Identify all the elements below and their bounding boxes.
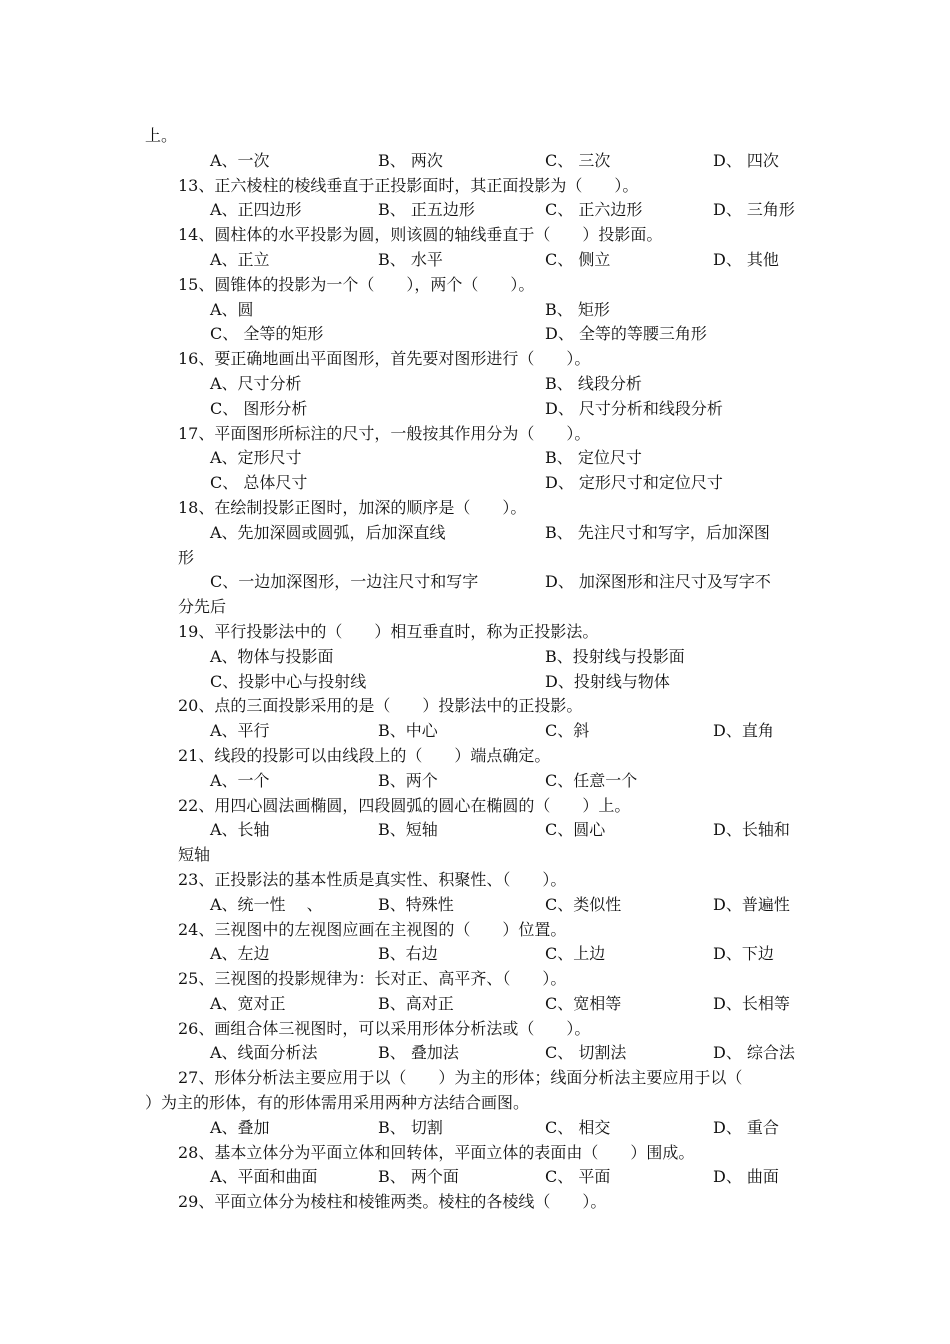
options-row <box>0 719 950 744</box>
option-b: B、 叠加法 <box>378 1043 459 1063</box>
question-text: 23、正投影法的基本性质是真实性、积聚性、（ ）。 <box>178 869 567 889</box>
options-row <box>0 397 950 422</box>
option-d: D、 重合 <box>713 1117 779 1137</box>
option-a: A、平行 <box>210 721 270 741</box>
option-d: D、 其他 <box>713 249 779 269</box>
option-left: A、圆 <box>210 299 254 319</box>
continuation-text: 上。 <box>145 126 178 145</box>
option-a: A、正立 <box>210 249 270 269</box>
option-d: D、长相等 <box>713 993 790 1013</box>
option-b: B、两个 <box>378 770 438 790</box>
option-d: D、 四次 <box>713 150 779 170</box>
continuation-line <box>0 546 950 571</box>
option-a: A、长轴 <box>210 820 270 840</box>
option-b: B、高对正 <box>378 993 454 1013</box>
options-row <box>0 942 950 967</box>
option-left: C、投影中心与投射线 <box>210 671 367 691</box>
option-right: B、 线段分析 <box>545 373 642 393</box>
option-b: B、短轴 <box>378 820 438 840</box>
option-d: D、长轴和 <box>713 820 790 840</box>
option-d: D、直角 <box>713 721 774 741</box>
option-c: C、 正六边形 <box>545 200 643 220</box>
option-left: C、 全等的矩形 <box>210 324 324 344</box>
option-left: A、先加深圆或圆弧，后加深直线 <box>210 522 446 542</box>
question-text: 20、点的三面投影采用的是（ ）投影法中的正投影。 <box>178 696 583 716</box>
question-text: 18、在绘制投影正图时，加深的顺序是（ ）。 <box>178 497 527 517</box>
continuation-line <box>0 595 950 620</box>
options-row <box>0 893 950 918</box>
option-c: C、斜 <box>545 721 590 741</box>
option-left: A、物体与投影面 <box>210 646 334 666</box>
question-line <box>0 174 950 199</box>
option-b: B、特殊性 <box>378 894 454 914</box>
question-text: 17、平面图形所标注的尺寸，一般按其作用分为（ ）。 <box>178 423 591 443</box>
question-text: 15、圆锥体的投影为一个（ ），两个（ ）。 <box>178 274 535 294</box>
option-left: C、 总体尺寸 <box>210 473 308 493</box>
options-row <box>0 248 950 273</box>
option-c: C、上边 <box>545 944 606 964</box>
question-text: 16、要正确地画出平面图形，首先要对图形进行（ ）。 <box>178 349 591 369</box>
option-right: B、 先注尺寸和写字，后加深图 <box>545 522 770 542</box>
option-d: D、下边 <box>713 944 774 964</box>
question-text: 27、形体分析法主要应用于以（ ）为主的形体；线面分析法主要应用于以（ <box>178 1068 743 1088</box>
options-row <box>0 570 950 595</box>
option-right: B、投射线与投影面 <box>545 646 685 666</box>
question-line <box>0 1017 950 1042</box>
options-row <box>0 372 950 397</box>
option-right: D、 加深图形和注尺寸及写字不 <box>545 572 771 592</box>
continuation-line <box>0 843 950 868</box>
continuation-text: ）为主的形体，有的形体需用采用两种方法结合画图。 <box>145 1093 530 1113</box>
option-c: C、 侧立 <box>545 249 611 269</box>
options-row <box>0 818 950 843</box>
option-c: C、 相交 <box>545 1117 611 1137</box>
question-text: 24、三视图中的左视图应画在主视图的（ ）位置。 <box>178 919 567 939</box>
continuation-line <box>0 1091 950 1116</box>
question-line <box>0 794 950 819</box>
option-a: A、宽对正 <box>210 993 286 1013</box>
option-b: B、 切割 <box>378 1117 443 1137</box>
option-b: B、 两次 <box>378 150 443 170</box>
option-b: B、 水平 <box>378 249 443 269</box>
question-line <box>0 868 950 893</box>
continuation-text: 形 <box>178 547 195 567</box>
option-a: A、一次 <box>210 150 270 170</box>
options-row <box>0 298 950 323</box>
option-left: C、 图形分析 <box>210 398 308 418</box>
question-text: 19、平行投影法中的（ ）相互垂直时，称为正投影法。 <box>178 621 599 641</box>
option-a: A、统一性 、 <box>210 894 323 914</box>
options-row <box>0 645 950 670</box>
option-c: C、宽相等 <box>545 993 622 1013</box>
option-c: C、 三次 <box>545 150 611 170</box>
options-row <box>0 1041 950 1066</box>
option-c: C、 平面 <box>545 1167 611 1187</box>
options-row <box>0 471 950 496</box>
question-text: 13、正六棱柱的棱线垂直于正投影面时，其正面投影为（ ）。 <box>178 175 639 195</box>
options-row <box>0 198 950 223</box>
continuation-text: 分先后 <box>178 597 227 617</box>
option-a: A、线面分析法 <box>210 1043 318 1063</box>
option-a: A、左边 <box>210 944 270 964</box>
option-left: A、定形尺寸 <box>210 448 302 468</box>
options-row <box>0 1116 950 1141</box>
continuation-line <box>0 124 950 149</box>
question-line <box>0 744 950 769</box>
question-text: 22、用四心圆法画椭圆，四段圆弧的圆心在椭圆的（ ）上。 <box>178 795 631 815</box>
option-c: C、圆心 <box>545 820 606 840</box>
option-a: A、叠加 <box>210 1117 270 1137</box>
question-line <box>0 223 950 248</box>
option-right: D、投射线与物体 <box>545 671 670 691</box>
option-b: B、 正五边形 <box>378 200 475 220</box>
option-c: C、 切割法 <box>545 1043 627 1063</box>
question-line <box>0 918 950 943</box>
question-line <box>0 496 950 521</box>
options-row <box>0 670 950 695</box>
question-line <box>0 347 950 372</box>
question-line <box>0 422 950 447</box>
options-row <box>0 322 950 347</box>
option-d: D、 曲面 <box>713 1167 779 1187</box>
options-row <box>0 446 950 471</box>
question-list <box>0 124 950 1215</box>
option-right: D、 尺寸分析和线段分析 <box>545 398 723 418</box>
options-row <box>0 521 950 546</box>
option-b: B、中心 <box>378 721 438 741</box>
question-text: 14、圆柱体的水平投影为圆，则该圆的轴线垂直于（ ）投影面。 <box>178 225 663 245</box>
option-left: C、一边加深图形，一边注尺寸和写字 <box>210 572 479 592</box>
question-line <box>0 694 950 719</box>
question-text: 29、平面立体分为棱柱和棱锥两类。棱柱的各棱线（ ）。 <box>178 1192 607 1212</box>
options-row <box>0 149 950 174</box>
question-line <box>0 273 950 298</box>
continuation-text: 短轴 <box>178 845 211 865</box>
question-line <box>0 620 950 645</box>
options-row <box>0 1165 950 1190</box>
option-left: A、尺寸分析 <box>210 373 302 393</box>
question-line <box>0 1066 950 1091</box>
option-right: D、 定形尺寸和定位尺寸 <box>545 473 723 493</box>
option-d: D、 三角形 <box>713 200 795 220</box>
question-text: 21、线段的投影可以由线段上的（ ）端点确定。 <box>178 745 551 765</box>
option-a: A、正四边形 <box>210 200 302 220</box>
option-right: B、 矩形 <box>545 299 610 319</box>
option-right: B、 定位尺寸 <box>545 448 642 468</box>
option-c: C、类似性 <box>545 894 622 914</box>
question-text: 25、三视图的投影规律为：长对正、高平齐、（ ）。 <box>178 969 567 989</box>
option-d: D、普遍性 <box>713 894 790 914</box>
question-line <box>0 1141 950 1166</box>
option-d: D、 综合法 <box>713 1043 795 1063</box>
question-line <box>0 1190 950 1215</box>
options-row <box>0 992 950 1017</box>
option-right: D、 全等的等腰三角形 <box>545 324 707 344</box>
option-c: C、任意一个 <box>545 770 638 790</box>
question-text: 26、画组合体三视图时，可以采用形体分析法或（ ）。 <box>178 1018 591 1038</box>
question-line <box>0 967 950 992</box>
question-text: 28、基本立体分为平面立体和回转体，平面立体的表面由（ ）围成。 <box>178 1142 695 1162</box>
option-a: A、一个 <box>210 770 270 790</box>
option-a: A、平面和曲面 <box>210 1167 318 1187</box>
options-row <box>0 769 950 794</box>
option-b: B、 两个面 <box>378 1167 459 1187</box>
option-b: B、右边 <box>378 944 438 964</box>
